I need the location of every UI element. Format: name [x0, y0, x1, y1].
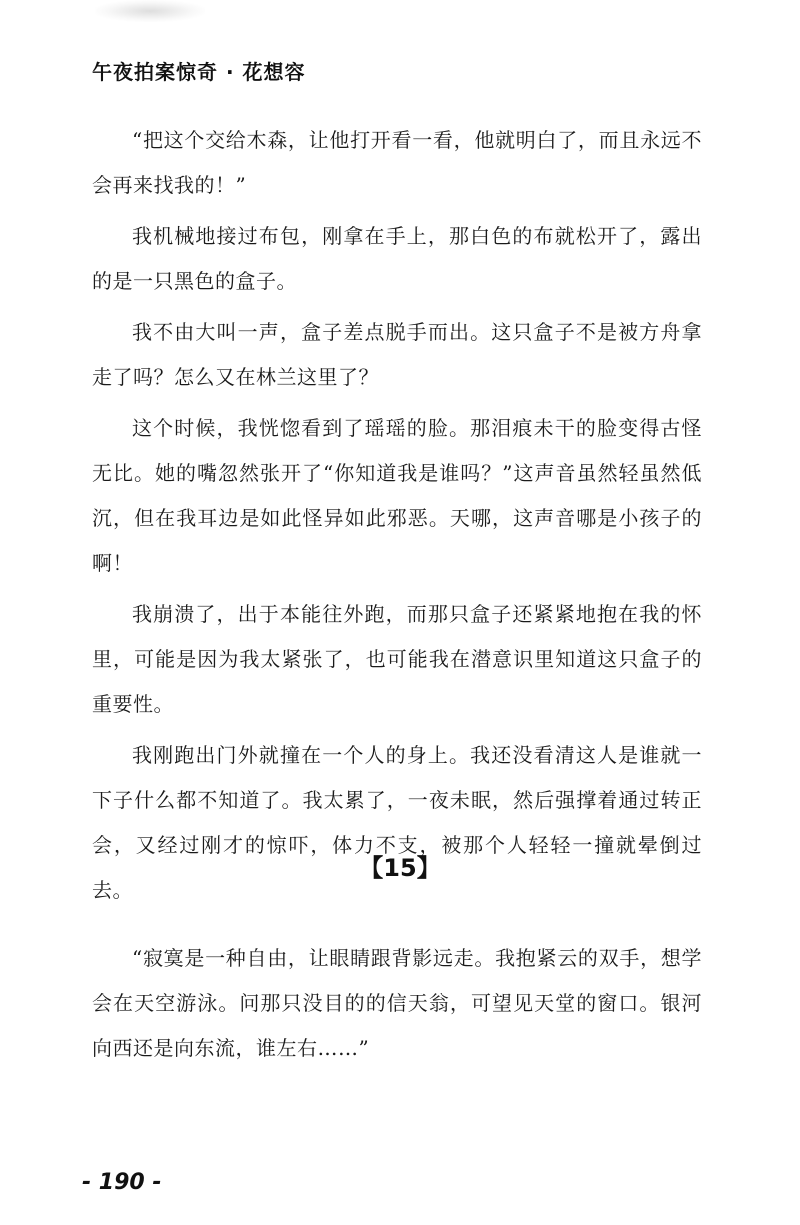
paragraph: “寂寞是一种自由，让眼睛跟背影远走。我抱紧云的双手，想学会在天空游泳。问那只没目的的信天翁，可望见天堂的窗口。银河向西还是向东流，谁左右……” [92, 946, 702, 1060]
scan-smudge [95, 0, 205, 22]
paragraph: 我刚跑出门外就撞在一个人的身上。我还没看清这人是谁就一下子什么都不知道了。我太累了，一夜未眠，然后强撑着通过转正会，又经过刚才的惊吓，体力不支，被那个人轻轻一撞就晕倒过去。 [92, 743, 702, 902]
running-header: 午夜拍案惊奇 · 花想容 [92, 60, 306, 84]
paragraph: “把这个交给木森，让他打开看一看，他就明白了，而且永远不会再来找我的！” [92, 128, 702, 197]
section-body [92, 936, 702, 1071]
chapter-body [92, 118, 702, 919]
section-heading: 【15】 [359, 854, 441, 882]
page-number: - 190 - [82, 1170, 162, 1195]
paragraph: 我崩溃了，出于本能往外跑，而那只盒子还紧紧地抱在我的怀里，可能是因为我太紧张了，也可能我在潜意识里知道这只盒子的重要性。 [92, 602, 702, 716]
paragraph: 我机械地接过布包，刚拿在手上，那白色的布就松开了，露出的是一只黑色的盒子。 [92, 224, 702, 293]
paragraph: 我不由大叫一声，盒子差点脱手而出。这只盒子不是被方舟拿走了吗？怎么又在林兰这里了？ [92, 320, 702, 389]
paragraph: 这个时候，我恍惚看到了瑶瑶的脸。那泪痕未干的脸变得古怪无比。她的嘴忽然张开了“你知道我是谁吗？”这声音虽然轻虽然低沉，但在我耳边是如此怪异如此邪恶。天哪，这声音哪是小孩子的啊！ [92, 416, 702, 575]
